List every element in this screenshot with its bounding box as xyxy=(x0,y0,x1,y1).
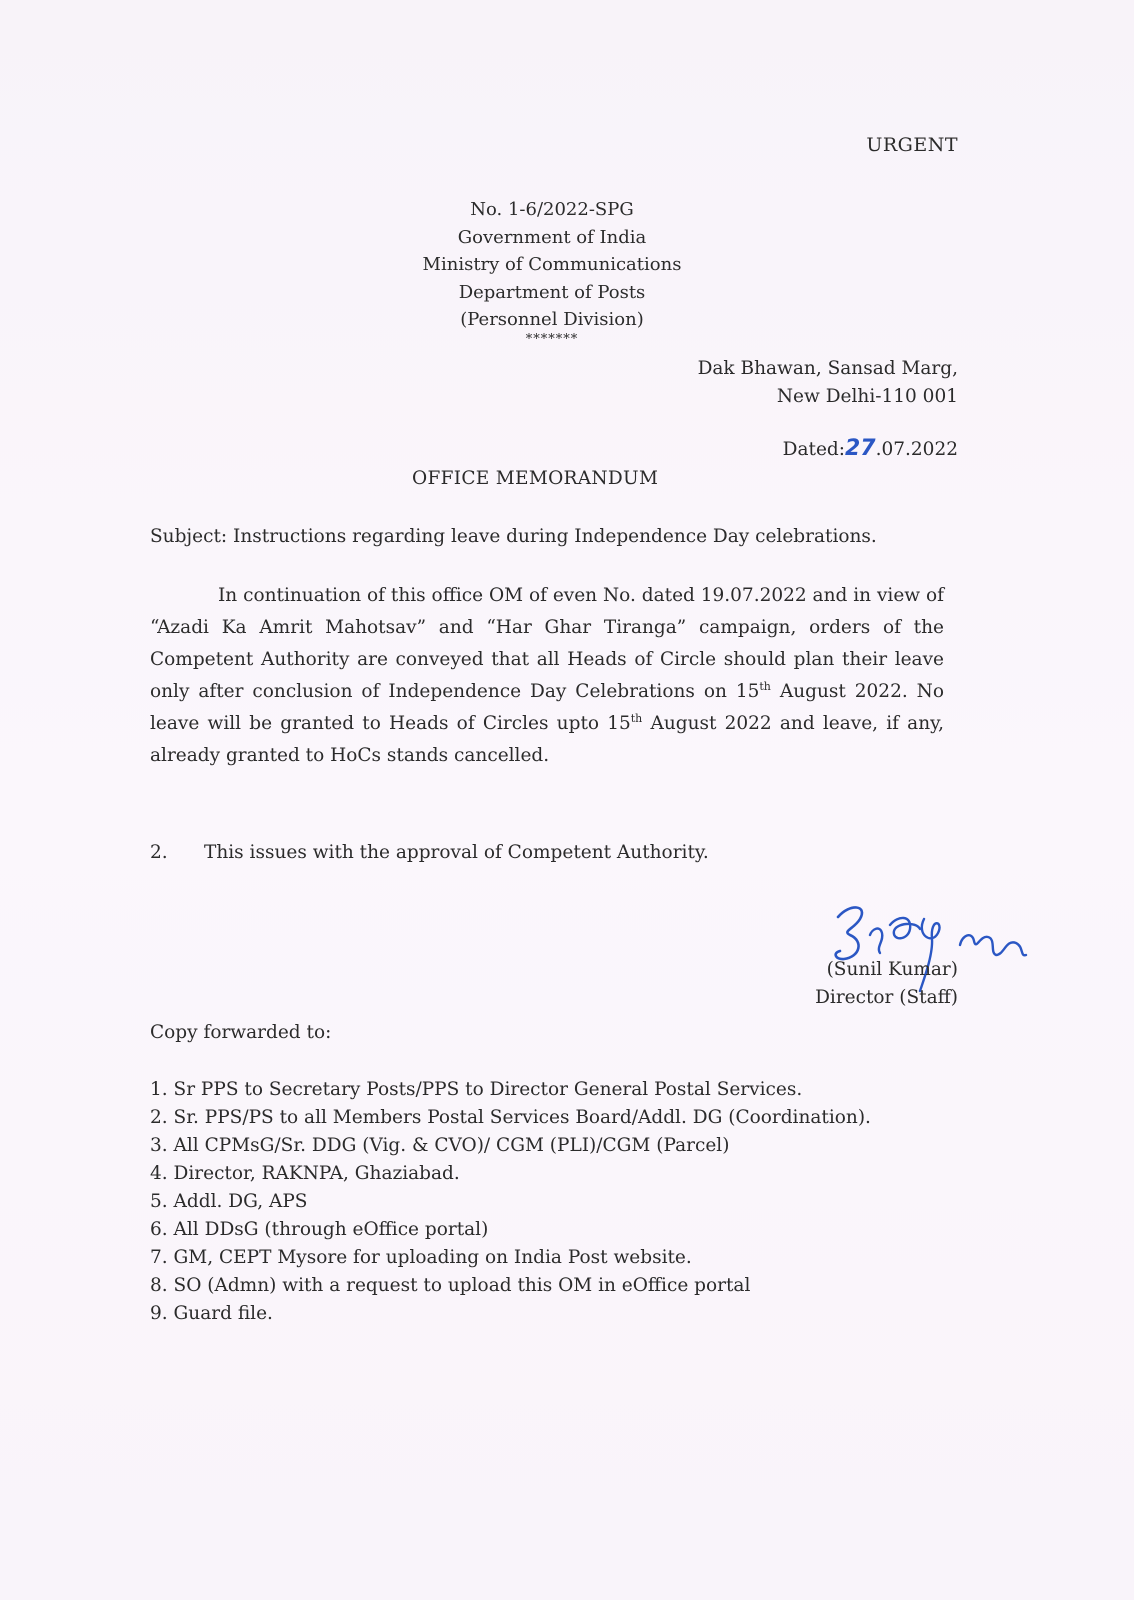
separator-stars: ******* xyxy=(525,331,579,347)
date-rest: .07.2022 xyxy=(875,439,958,460)
paragraph-2-text: This issues with the approval of Competent Authority. xyxy=(204,842,709,863)
list-item: 5. Addl. DG, APS xyxy=(150,1191,308,1212)
file-number: No. 1-6/2022-SPG xyxy=(470,199,634,220)
address-line-2: New Delhi-110 001 xyxy=(776,386,958,407)
department-line: Department of Posts xyxy=(458,281,646,303)
list-item: 7. GM, CEPT Mysore for uploading on India Post website. xyxy=(150,1247,692,1268)
list-item: 3. All CPMsG/Sr. DDG (Vig. & CVO)/ CGM (PLI)/CGM (Parcel) xyxy=(150,1135,730,1156)
paragraph-2 xyxy=(150,842,709,863)
copy-forwarded-heading: Copy forwarded to: xyxy=(150,1022,332,1043)
signatory-block xyxy=(815,956,958,1012)
ordinal-suffix-1: th xyxy=(759,679,771,693)
division-line: (Personnel Division) xyxy=(460,309,644,330)
list-item: 8. SO (Admn) with a request to upload this OM in eOffice portal xyxy=(150,1275,751,1296)
copy-list xyxy=(150,1076,910,1328)
letterhead xyxy=(352,196,752,346)
subject-line: Subject: Instructions regarding leave during Independence Day celebrations. xyxy=(150,526,877,547)
urgent-label: URGENT xyxy=(866,134,958,156)
list-item: 4. Director, RAKNPA, Ghaziabad. xyxy=(150,1163,460,1184)
handwritten-day: 27 xyxy=(844,436,876,461)
signatory-name: (Sunil Kumar) xyxy=(826,959,958,980)
paragraph-1-part-3: August 2022 and leave, if any, already granted to HoCs stands cancelled. xyxy=(150,713,944,766)
paragraph-1-part-1: In continuation of this office OM of even No. dated 19.07.2022 and in view of “Azadi Ka Amrit Mahotsav” and “Har Ghar Tiranga” campaign, orders of the Competent Authority are conveyed that all Heads of Circle should plan their leave only after conclusion of Independence Day Celebrations on 15 xyxy=(150,585,944,702)
date-line xyxy=(783,436,958,461)
office-address xyxy=(698,355,958,411)
government-line: Government of India xyxy=(457,226,647,248)
list-item: 6. All DDsG (through eOffice portal) xyxy=(150,1219,489,1240)
signatory-designation: Director (Staff) xyxy=(815,987,958,1008)
list-item: 9. Guard file. xyxy=(150,1303,273,1324)
date-label: Dated: xyxy=(782,439,845,460)
ordinal-suffix-2: th xyxy=(630,711,643,725)
address-line-1: Dak Bhawan, Sansad Marg, xyxy=(697,358,958,379)
ministry-line: Ministry of Communications xyxy=(422,254,682,275)
list-item: 1. Sr PPS to Secretary Posts/PPS to Director General Postal Services. xyxy=(150,1079,803,1100)
paragraph-2-number: 2. xyxy=(150,842,168,863)
paragraph-1 xyxy=(150,580,944,772)
list-item: 2. Sr. PPS/PS to all Members Postal Services Board/Addl. DG (Coordination). xyxy=(150,1107,871,1128)
paragraph-1-part-2: August 2022. No leave will be granted to Heads of Circles upto 15 xyxy=(150,681,944,734)
memo-title: OFFICE MEMORANDUM xyxy=(412,468,659,489)
